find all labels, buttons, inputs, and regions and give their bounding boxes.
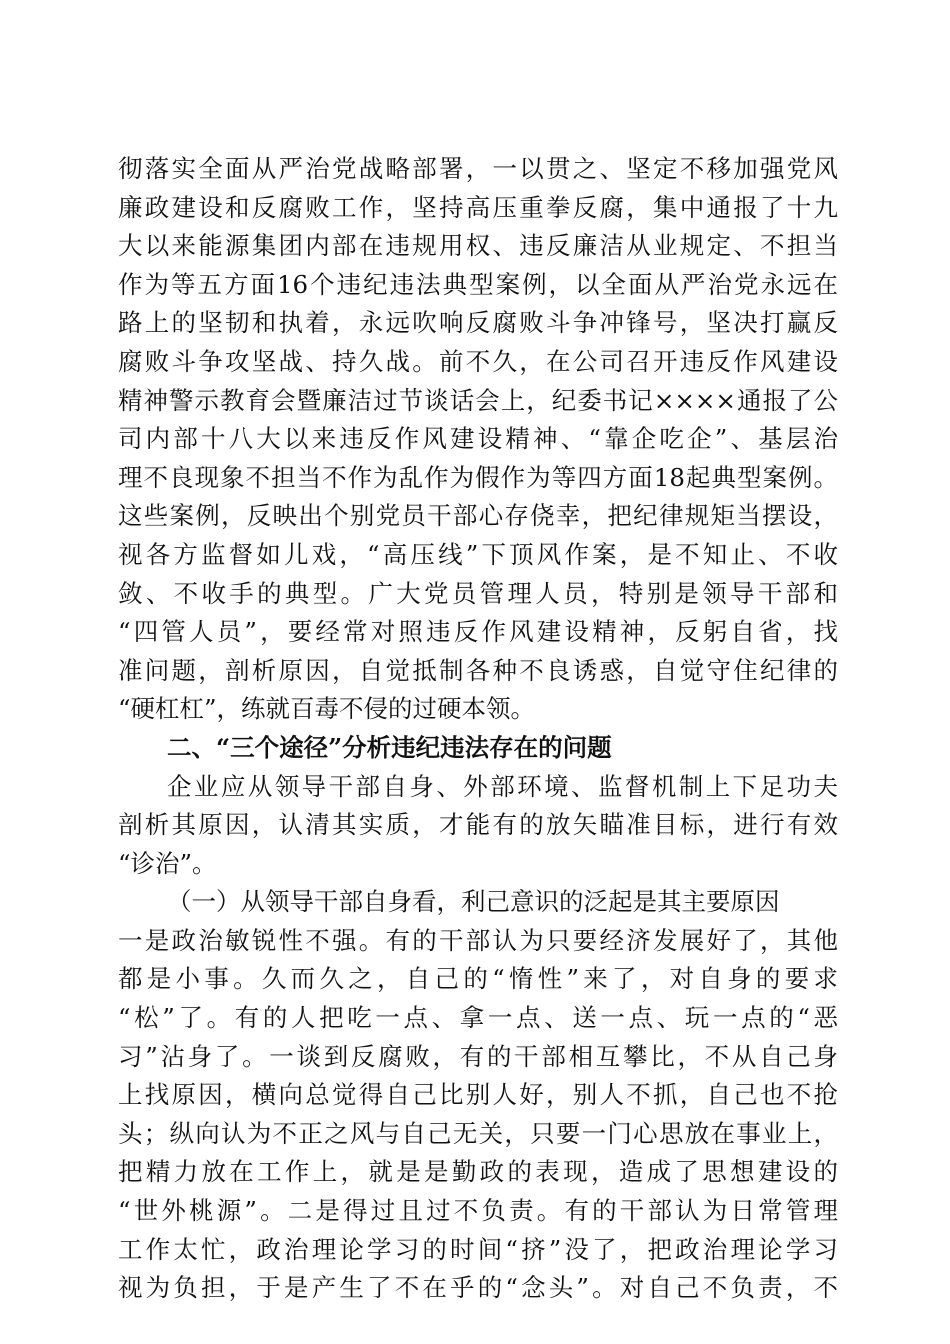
paragraph-2 xyxy=(118,768,838,884)
text-line: 敛、不收手的典型。广大党员管理人员，特别是领导干部和 xyxy=(118,578,838,608)
text-line: 准问题，剖析原因，自觉抵制各种不良诱惑，自觉守住纪律的 xyxy=(118,655,838,685)
text-line: “世外桃源”。二是得过且过不负责。有的干部认为日常管理 xyxy=(118,1196,838,1226)
paragraph-1 xyxy=(118,150,838,729)
text-line: 视为负担，于是产生了不在乎的“念头”。对自己不负责，不 xyxy=(118,1273,838,1303)
text-line: 廉政建设和反腐败工作，坚持高压重拳反腐，集中通报了十九 xyxy=(118,192,838,222)
paragraph-3 xyxy=(118,922,838,1308)
text-line: 把精力放在工作上，就是是勤政的表现，造成了思想建设的 xyxy=(118,1157,838,1187)
text-line: 视各方监督如儿戏，“高压线”下顶风作案，是不知止、不收 xyxy=(118,539,838,569)
text-line: 都是小事。久而久之，自己的“惰性”来了，对自身的要求 xyxy=(118,964,838,994)
text-line: 腐败斗争攻坚战、持久战。前不久，在公司召开违反作风建设 xyxy=(118,346,838,376)
text-line: 上找原因，横向总觉得自己比别人好，别人不抓，自己也不抢 xyxy=(118,1080,838,1110)
text-line: 司内部十八大以来违反作风建设精神、“靠企吃企”、基层治 xyxy=(118,424,838,454)
text-line: 路上的坚韧和执着，永远吹响反腐败斗争冲锋号，坚决打赢反 xyxy=(118,308,838,338)
text-line: 这些案例，反映出个别党员干部心存侥幸，把纪律规矩当摆设， xyxy=(118,501,838,531)
text-line: 习”沾身了。一谈到反腐败，有的干部相互攀比，不从自己身 xyxy=(118,1041,838,1071)
text-line: “松”了。有的人把吃一点、拿一点、送一点、玩一点的“恶 xyxy=(118,1003,838,1033)
text-line: “诊治”。 xyxy=(118,848,217,878)
text-line: “四管人员”，要经常对照违反作风建设精神，反躬自省，找 xyxy=(118,617,838,647)
text-line: 精神警示教育会暨廉洁过节谈话会上，纪委书记××××通报了公 xyxy=(118,385,838,415)
section-heading: 二、“三个途径”分析违纪违法存在的问题 xyxy=(167,732,612,762)
text-line: “硬杠杠”，练就百毒不侵的过硬本领。 xyxy=(118,694,536,724)
text-line: 企业应从领导干部自身、外部环境、监督机制上下足功夫 xyxy=(167,771,838,801)
text-line: 剖析其原因，认清其实质，才能有的放矢瞄准目标，进行有效 xyxy=(118,810,838,840)
document-page xyxy=(118,150,838,1308)
text-line: 作为等五方面16个违纪违法典型案例，以全面从严治党永远在 xyxy=(118,269,838,299)
text-line: 彻落实全面从严治党战略部署，一以贯之、坚定不移加强党风 xyxy=(118,154,838,183)
text-line: 大以来能源集团内部在违规用权、违反廉洁从业规定、不担当 xyxy=(118,231,838,261)
text-line: 头；纵向认为不正之风与自己无关，只要一门心思放在事业上， xyxy=(118,1118,838,1148)
text-line: 一是政治敏锐性不强。有的干部认为只要经济发展好了，其他 xyxy=(118,925,838,955)
text-line: 理不良现象不担当不作为乱作为假作为等四方面18起典型案例。 xyxy=(118,462,838,492)
text-line: 工作太忙，政治理论学习的时间“挤”没了，把政治理论学习 xyxy=(118,1234,838,1264)
subsection-heading: （一）从领导干部自身看，利己意识的泛起是其主要原因 xyxy=(167,887,780,917)
